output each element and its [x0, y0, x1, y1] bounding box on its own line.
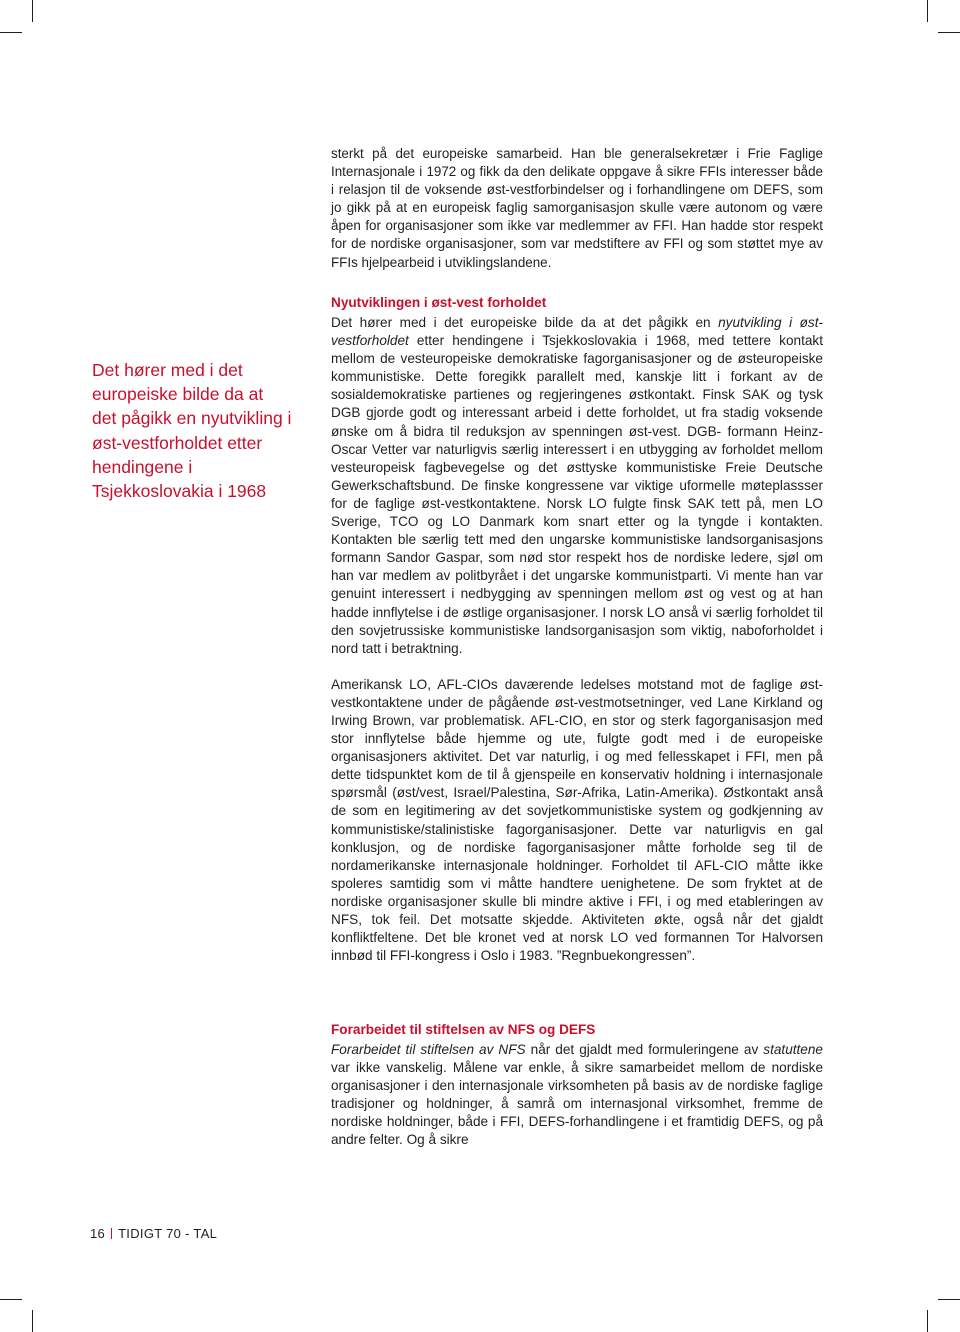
body-paragraph: Amerikansk LO, AFL-CIOs daværende ledelses motstand mot de faglige øst-vestkontaktene under de pågående øst-vestmotsetninger, ved Lane Kirkland og Irwing Brown, var problematisk. AFL-CIO, en stor og sterk fagorganisasjon med stor innflytelse både hjemme og ute, fulgte godt med i de europeiske organisasjoners aktivitet. Det var naturlig, i og med fellesskapet i FFI, men på dette tidspunktet kom de til å gjenspeile en konservativ holdning i internasjonale spørsmål (øst/vest, Israel/Palestina, Sør-Afrika, Latin-Amerika). Østkontakt anså de som en legitimering av det sovjetkommunistiske system og godkjenning av kommunistiske/stalinistiske fagorganisasjoner. Dette var naturligvis en gal konklusjon, og de nordiske fagorganisasjoner måtte forholde seg til de nordamerikanske internasjonale holdninger. Forholdet til AFL-CIO måtte ikke spoleres samtidig som vi måtte handtere uenighetene. De som fryktet at de nordiske organisasjoner skulle bli mindre aktive i FFI, i og med etableringen av NFS, tok feil. Det motsatte skjedde. Aktiviteten økte, også når det gjaldt konfliktfeltene. Det ble kronet ved at norsk LO ved formannen Tor Halvorsen innbød til FFI-kongress i Oslo i 1983. ”Regnbuekongressen”. — [331, 676, 823, 964]
crop-mark — [927, 1310, 928, 1332]
crop-mark — [0, 1299, 22, 1300]
body-paragraph — [331, 1041, 823, 1150]
section-heading: Forarbeidet til stiftelsen av NFS og DEFS — [331, 1022, 596, 1037]
text-run: Det hører med i det europeiske bilde da at det pågikk en — [331, 315, 719, 330]
page-footer — [90, 1226, 217, 1241]
crop-mark — [32, 1310, 33, 1332]
intro-paragraph: sterkt på det europeiske samarbeid. Han ble generalsekretær i Frie Faglige Internasjonale i 1972 og fikk da den delikate oppgave å sikre FFIs interesser både i relasjon til de voksende øst-vestforbindelser og i forhandlingene om DEFS, som jo gikk på at en europeisk faglig samorganisasjon skulle være autonom og være åpen for organisasjoner som ikke var medlemmer av FFI. Han hadde stor respekt for de nordiske organisasjoner, som var medstiftere av FFI og som støttet mye av FFIs hjelpearbeid i utviklingslandene. — [331, 146, 823, 270]
crop-mark — [0, 32, 22, 33]
italic-run: nyutvikling i øst-vestforholdet — [331, 315, 824, 349]
section-heading: Nyutviklingen i øst-vest forholdet — [331, 295, 547, 310]
section-forarbeidet — [331, 1021, 823, 1150]
italic-run: statuttene — [763, 1042, 823, 1057]
crop-mark — [32, 0, 33, 22]
text-run: når det gjaldt med formuleringene av — [525, 1042, 764, 1057]
page-number: 16 — [90, 1226, 106, 1241]
section-nyutviklingen — [331, 294, 823, 965]
italic-run: Forarbeidet til stiftelsen av NFS — [331, 1042, 526, 1057]
publication-title: TIDIGT 70 - TAL — [118, 1226, 218, 1241]
pull-quote: Det hører med i det europeiske bilde da at det pågikk en nyutvikling i øst-vestforholdet etter hendingene i Tsjekkoslovakia i 1968 — [92, 360, 292, 502]
crop-mark — [938, 32, 960, 33]
crop-mark — [927, 0, 928, 22]
footer-divider — [111, 1228, 112, 1239]
text-run: etter hendingene i Tsjekkoslovakia i 1968, med tettere kontakt mellom de vesteuropeiske demokratiske fagorganisasjoner og de østeuropeiske kommunistiske. Dette foregikk parallelt med, kanskje litt i forkant av de sosialdemokratiske partienes og regjeringenes østkontakt. Finsk SAK og tysk DGB gjorde godt og interessant arbeid i dette forholdet, ut fra stadig voksende ønske om å bidra til reduksjon av spenningen øst-vest. DGB- formann Heinz-Oscar Vetter var naturligvis særlig interessert i en utbygging av forholdet mellom vesteuropeisk fagbevegelse og det østtyske kommunistiske Freie Deutsche Gewerkschaftsbund. De finske kongressene var viktige uformelle møteplassser for de faglige øst-vestkontaktene. Norsk LO fulgte finsk SAK tett på, men LO Sverige, TCO og LO Danmark kom snart etter og la tyngde i kontakten. Kontakten ble særlig tett med den ungarske kommunistiske landsorganisasjons formann Sandor Gaspar, som nød stor respekt hos de nordiske ledere, sjøl om han var medlem av politbyrået i det ungarske kommunistparti. Vi mente han var genuint interessert i nedbygging av spenningen mellom øst og vest og at han hadde innflytelse i de østlige organisasjoner. I norsk LO anså vi særlig forholdet til den sovjetrussiske kommunistiske landsorganisasjon som viktig, naboforholdet i nord tatt i betraktning. — [331, 333, 823, 656]
intro-block — [331, 145, 823, 272]
text-run: var ikke vanskelig. Målene var enkle, å sikre samarbeidet mellom de nordiske organisasjoner i den internasjonale virksomheten på basis av de nordiske faglige tradisjoner og holdninger, å samrå om internasjonal virksomhet, fremme de nordiske holdninger, både i FFI, DEFS-forhandlingene i et framtidig DEFS, og på andre felter. Og å sikre — [331, 1060, 823, 1148]
body-paragraph — [331, 314, 823, 658]
crop-mark — [938, 1299, 960, 1300]
